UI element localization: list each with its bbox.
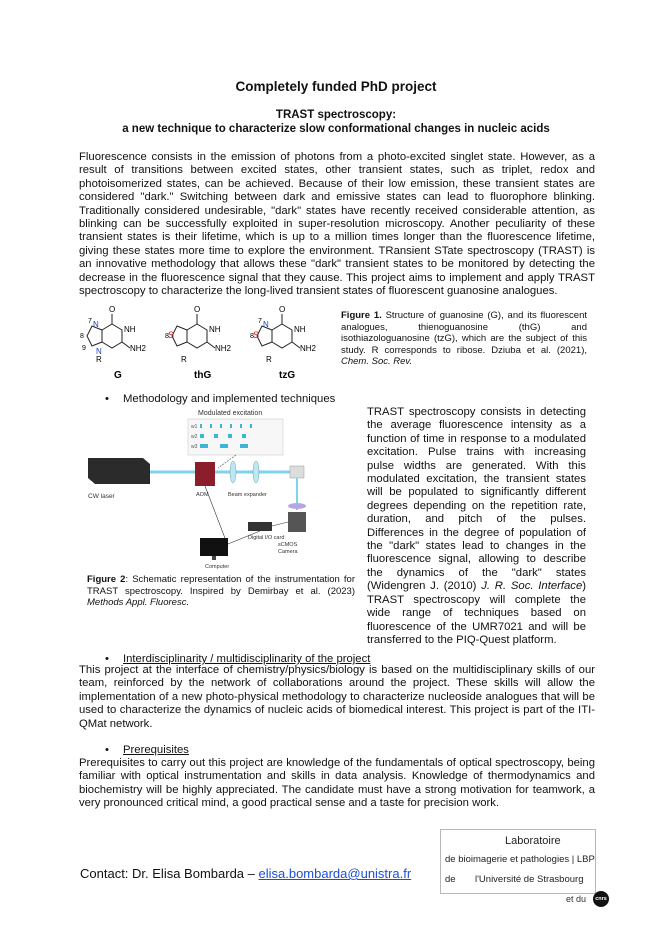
modulated-excitation-label: Modulated excitation bbox=[198, 410, 263, 417]
tzg-s-label: S bbox=[253, 330, 260, 340]
bullet-icon: • bbox=[105, 393, 109, 405]
g-n-label-2: N bbox=[96, 347, 102, 356]
intro-paragraph: Fluorescence consists in the emission of photons from a photo-excited singlet state. However, as a result of transitions between excited states, other transient states, such as triplet, redox and photoisomerized states, can be achieved. Because of their low emission, these transient states are considered "dark." Switching between dark and emissive states can lead to fluorophore blinking. Traditionally considered undesirable, "dark" states have recently received considerable attention, as blinking can be successfully exploited in super-resolution microscopy. Another peculiarity of these transient states is their lifetime, which is up to a million times longer than the fluorescence lifetime, giving these states more time to explore the environment. TRansient STate spectroscopy (TRAST) is an innovative methodology that allows these "dark" transient states to be monitored by detecting the decrease in the fluorescence signal that they cause. This project aims to implement and apply TRAST spectroscopy to characterize the long-lived transient states of fluorescent guanosine analogues. bbox=[79, 151, 595, 298]
tzg-n7-label: 7 bbox=[258, 318, 262, 325]
figure2-caption-bold: Figure 2 bbox=[87, 574, 126, 585]
g-r-label: R bbox=[96, 355, 102, 364]
w1-label: w1 bbox=[191, 424, 198, 430]
thg-nh2-label: NH2 bbox=[215, 344, 232, 353]
contact-email-link[interactable]: elisa.bombarda@unistra.fr bbox=[258, 866, 412, 881]
figure1-caption bbox=[341, 310, 587, 368]
tzg-o-label: O bbox=[279, 305, 286, 314]
thg-o-label: O bbox=[194, 305, 201, 314]
thg-r-label: R bbox=[181, 355, 187, 364]
lens-2 bbox=[253, 461, 259, 483]
scmos-label: sCMOS bbox=[278, 542, 298, 548]
contact-label: Contact: bbox=[80, 866, 133, 881]
digital-io-card-shape bbox=[248, 522, 272, 531]
w2-label: w2 bbox=[191, 434, 198, 440]
bullet-icon: • bbox=[105, 653, 109, 665]
logo-line-1: Laboratoire bbox=[505, 835, 561, 847]
figure1-caption-bold: Figure 1. bbox=[341, 310, 382, 321]
molecule-label-g: G bbox=[114, 370, 122, 381]
digital-io-label: Digital I/O card bbox=[248, 535, 285, 541]
contact-line bbox=[80, 866, 411, 881]
cw-laser-label: CW laser bbox=[88, 493, 115, 500]
figure2-caption-italic: Methods Appl. Fluoresc. bbox=[87, 597, 190, 609]
molecule-label-tzg: tzG bbox=[279, 370, 296, 381]
thg-s-label: S bbox=[168, 330, 175, 340]
g-nh-label: NH bbox=[124, 325, 136, 334]
logo-line-3-prefix: de bbox=[445, 874, 456, 885]
tzg-n-label: N bbox=[263, 320, 269, 329]
molecule-label-thg: thG bbox=[194, 370, 212, 381]
page-subtitle bbox=[0, 108, 672, 136]
figure2-caption-text: : Schematic representation of the instrumentation for TRAST spectroscopy. Inspired by Demirbay et al. (2023) bbox=[87, 574, 356, 597]
lens-1 bbox=[230, 461, 236, 483]
computer-monitor bbox=[200, 538, 228, 556]
contact-name: Dr. Elisa Bombarda bbox=[132, 866, 245, 881]
thg-n8-label: 8 bbox=[165, 333, 169, 340]
aom-label: AOM bbox=[196, 492, 209, 498]
g-n-label: N bbox=[93, 320, 99, 329]
figure1-structures bbox=[82, 302, 332, 382]
methodology-text-part1: TRAST spectroscopy consists in detecting the average fluorescence intensity as a function of time in response to a modulated excitation. Pulse trains with increasing pulse widths are generated. With this modulated excitation, the transient states will be populated to significantly different degrees depending on the repetition rate, duration, and pitch of the pulses. Differences in the degree of population of the "dark" states lead to changes in the fluorescence signal, allowing to describe the dynamics of the "dark" states (Widengren J. (2010) bbox=[367, 406, 586, 593]
methodology-paragraph bbox=[367, 406, 586, 647]
interdisciplinarity-heading-text: Interdisciplinarity / multidisciplinarity of the project bbox=[123, 653, 371, 665]
mirror bbox=[290, 466, 304, 478]
g-o-label: O bbox=[109, 305, 116, 314]
tzg-n8-label: 8 bbox=[250, 333, 254, 340]
methodology-citation: J. R. Soc. Interface bbox=[481, 580, 583, 593]
logo-line-2: de bioimagerie et pathologies | LBP bbox=[445, 854, 595, 865]
figure1-caption-italic: Chem. Soc. Rev. bbox=[341, 356, 413, 368]
sample-dish bbox=[288, 503, 306, 509]
bullet-icon: • bbox=[105, 744, 109, 756]
prerequisites-paragraph: Prerequisites to carry out this project are knowledge of the fundamentals of optical spectroscopy, being familiar with optical instrumentation and skills in data analysis. Knowledge of thermodynamics and biochemistry will be highly appreciated. The candidate must have a strong motivation for teamwork, a very pronounced critical mind, a good practical sense and a taste for precision work. bbox=[79, 757, 595, 810]
logo-line-3: l'Université de Strasbourg bbox=[475, 874, 584, 885]
g-n8-label: 8 bbox=[80, 333, 84, 340]
figure2-schematic bbox=[88, 406, 358, 571]
subtitle-line-2: a new technique to characterize slow conformational changes in nucleic acids bbox=[122, 123, 550, 135]
computer-label: Computer bbox=[205, 564, 230, 570]
logo-et-du: et du bbox=[566, 894, 587, 904]
tzg-r-label: R bbox=[266, 355, 272, 364]
w3-label: w3 bbox=[191, 444, 198, 450]
tzg-nh2-label: NH2 bbox=[300, 344, 317, 353]
beam-expander-label: Beam expander bbox=[228, 492, 267, 498]
methodology-text-part2: ) TRAST spectroscopy will complete the wide range of techniques based on fluorescence of the UMR7021 and will be transferred to the PIQ-Quest platform. bbox=[367, 580, 586, 646]
figure1-caption-text: Structure of guanosine (G), and its fluorescent analogues, thienoguanosine (thG) and isothiazologuanosine (tzG), which are the subject of this study. R corresponds to ribose. Dziuba et al. (2021), bbox=[341, 310, 588, 356]
page-title: Completely funded PhD project bbox=[235, 79, 437, 94]
g-n9-label: 9 bbox=[82, 345, 86, 352]
tzg-nh-label: NH bbox=[294, 325, 306, 334]
interdisciplinarity-paragraph: This project at the interface of chemistry/physics/biology is based on the multidisciplinary skills of our team, reinforced by the network of collaborations around the project. These skills will allow the implementation of a new photo-physical methodology to characterize nucleoside analogues that will be used to characterize the dynamics of nucleic acids of biomedical interest. This project is part of the ITI-QMat network. bbox=[79, 664, 595, 730]
subtitle-line-1: TRAST spectroscopy: bbox=[275, 109, 397, 121]
g-nh2-label: NH2 bbox=[130, 344, 147, 353]
cnrs-logo: cnrs bbox=[593, 891, 609, 907]
contact-dash: – bbox=[244, 866, 259, 881]
cw-laser-shape bbox=[88, 458, 150, 484]
scmos-camera-shape bbox=[288, 512, 306, 532]
lbp-logo bbox=[440, 829, 596, 894]
figure2-caption bbox=[87, 574, 355, 609]
prerequisites-heading-text: Prerequisites bbox=[123, 744, 189, 756]
thg-nh-label: NH bbox=[209, 325, 221, 334]
g-n7-label: 7 bbox=[88, 318, 92, 325]
aom-shape bbox=[195, 462, 215, 486]
camera-label: Camera bbox=[278, 549, 298, 555]
methodology-heading-text: Methodology and implemented techniques bbox=[123, 393, 336, 405]
